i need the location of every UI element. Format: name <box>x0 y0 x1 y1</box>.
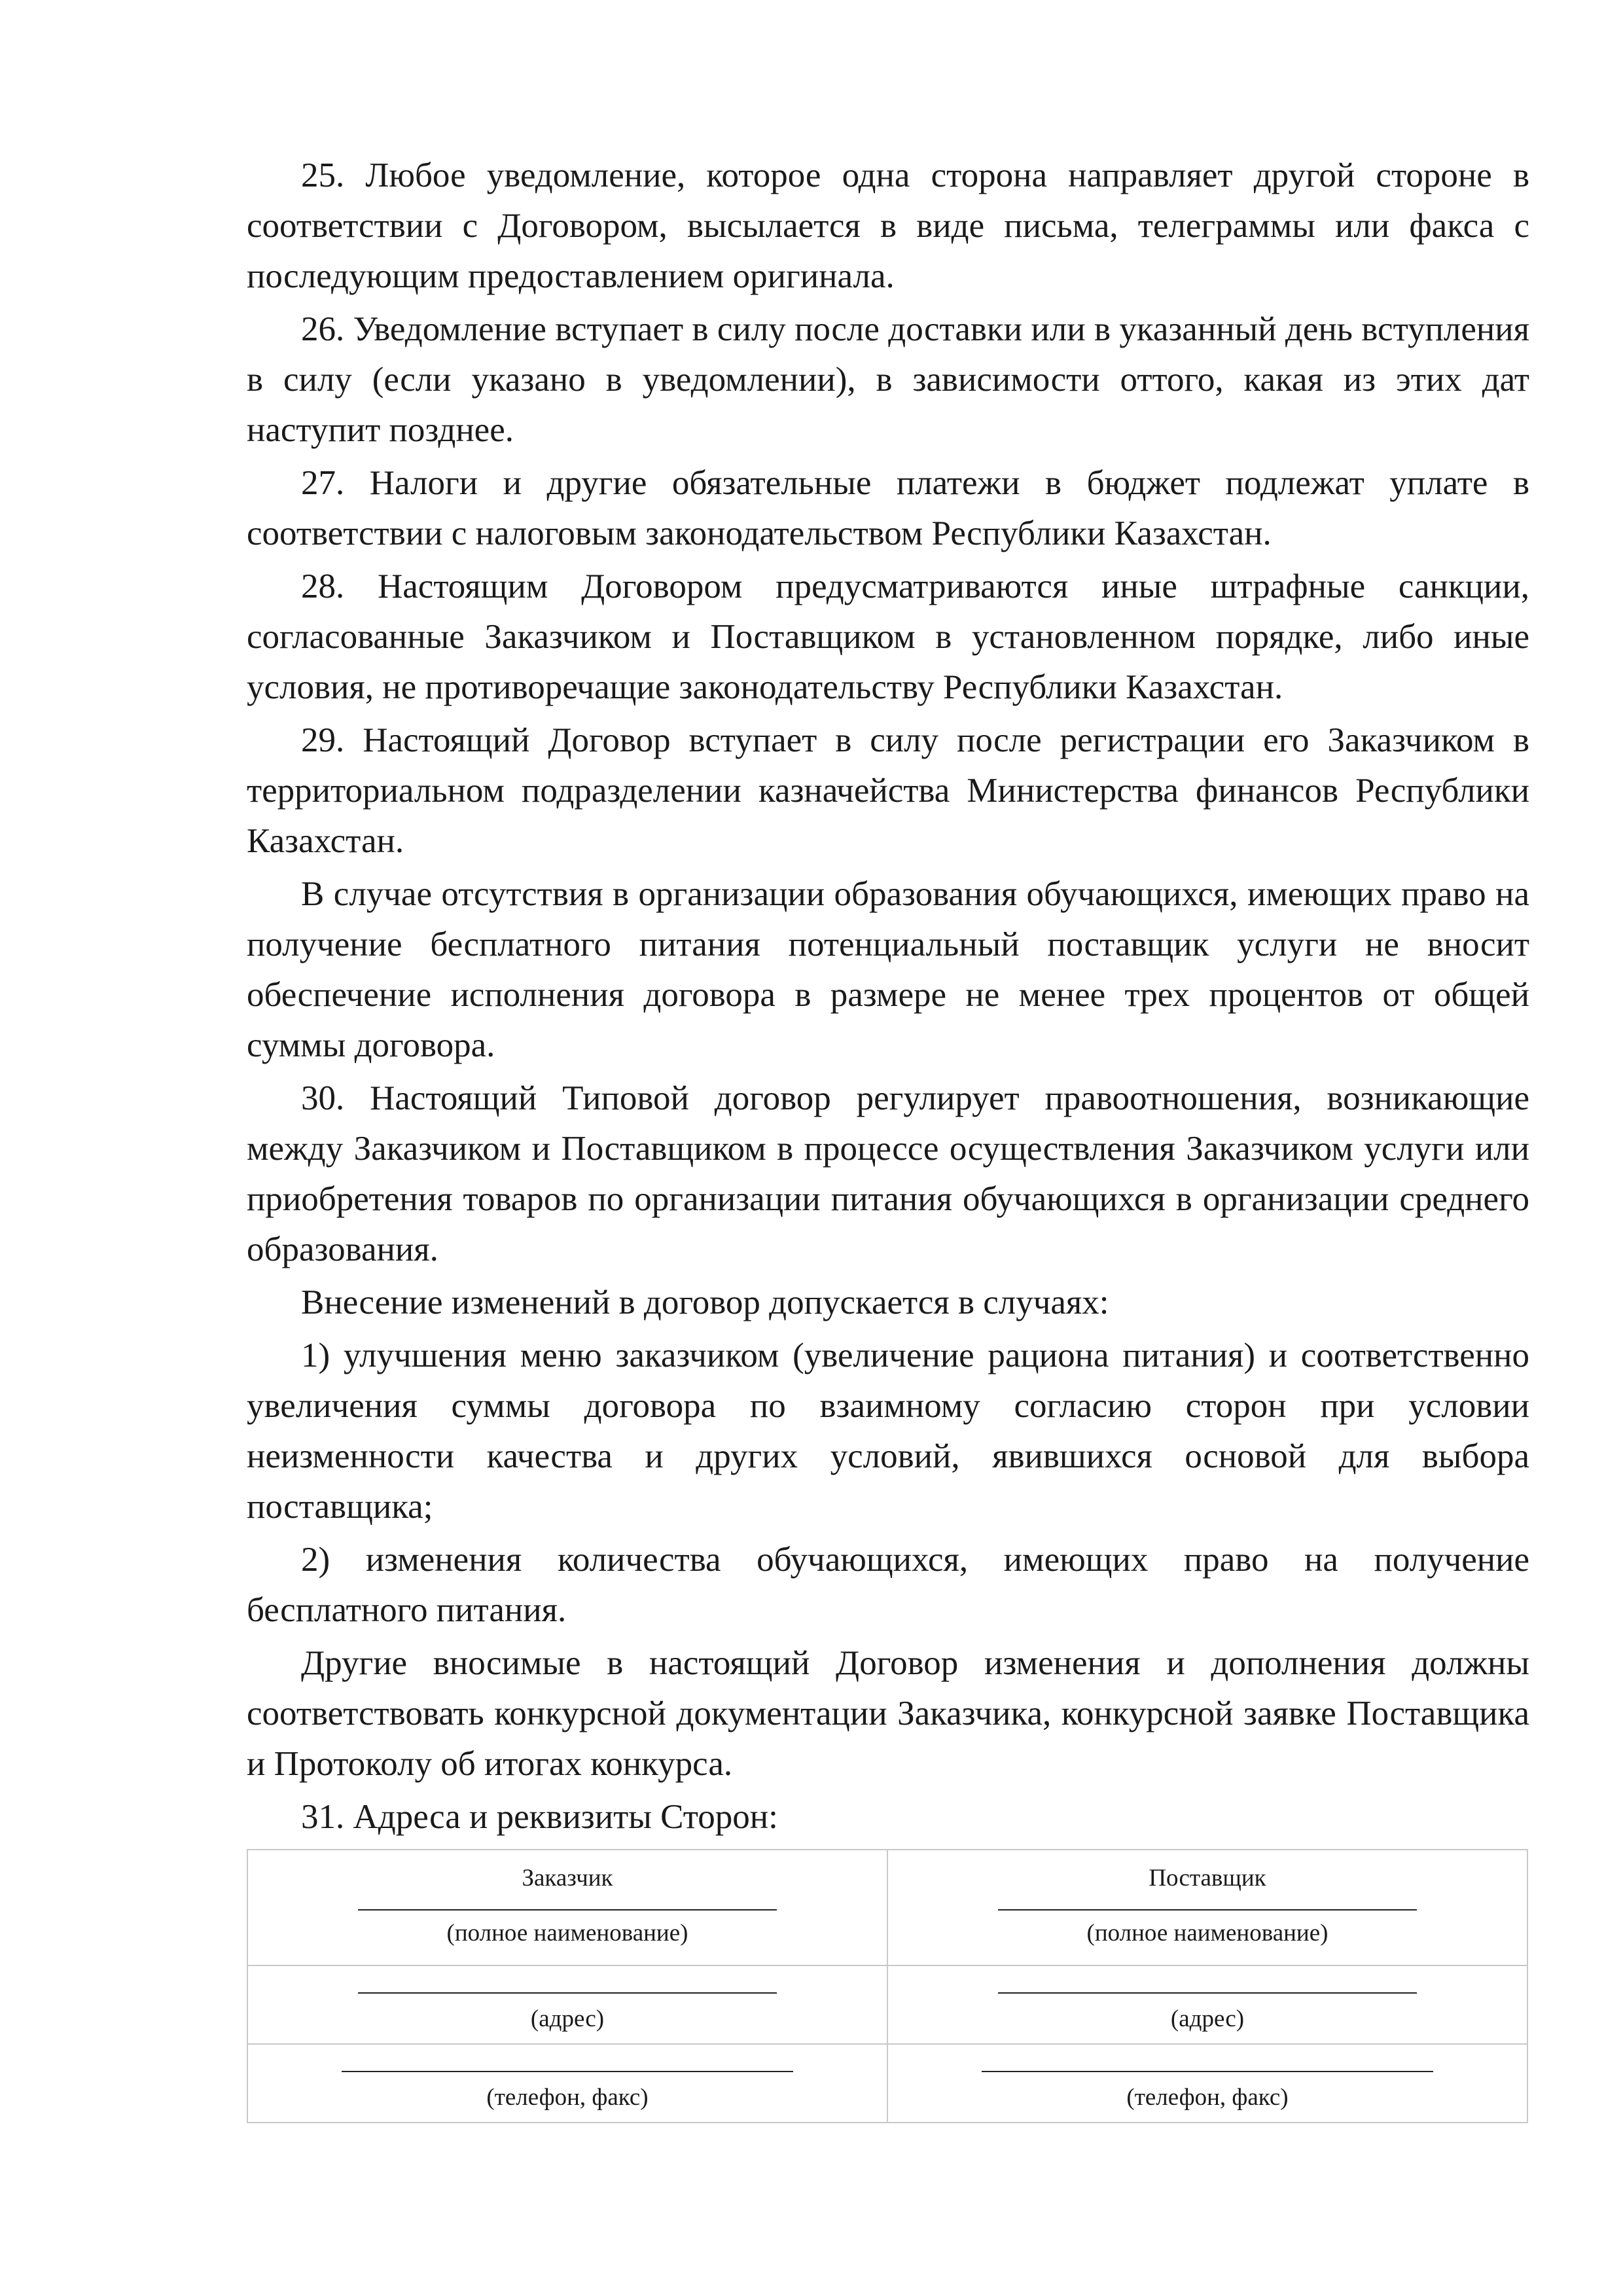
amendment-case-2: 2) изменения количества обучающихся, имеющих право на получение бесплатного питания. <box>247 1541 1529 1629</box>
customer-address-cell <box>247 1965 887 2044</box>
clause-29-note: В случае отсутствия в организации образования обучающихся, имеющих право на получение бесплатного питания потенциальный поставщик услуги не вносит обеспечение исполнения договора в размере не менее трех процентов от общей суммы договора. <box>247 875 1529 1064</box>
other-amendments: Другие вносимые в настоящий Договор изменения и дополнения должны соответствовать конкурсной документации Заказчика, конкурсной заявке Поставщика и Протоколу об итогах конкурса. <box>247 1644 1529 1783</box>
clause-25: 25. Любое уведомление, которое одна сторона направляет другой стороне в соответствии с Договором, высылается в виде письма, телеграммы или факса с последующим предоставлением оригинала. <box>247 156 1529 295</box>
supplier-name-line <box>998 1909 1417 1910</box>
supplier-address-line <box>998 1992 1417 1994</box>
clause-30: 30. Настоящий Типовой договор регулирует правоотношения, возникающие между Заказчиком и Поставщиком в процессе осуществления Заказчиком услуги или приобретения товаров по организации питания обучающихся в организации среднего образования. <box>247 1079 1529 1268</box>
supplier-name-caption: (полное наименование) <box>1086 1920 1329 1946</box>
customer-name-line <box>358 1909 777 1910</box>
clause-31: 31. Адреса и реквизиты Сторон: <box>301 1798 778 1836</box>
clause-28: 28. Настоящим Договором предусматриваются иные штрафные санкции, согласованные Заказчиком и Поставщиком в установленном порядке, либо иные условия, не противоречащие законодательству Республики Казахстан. <box>247 567 1529 706</box>
customer-phone-cell <box>247 2044 887 2123</box>
customer-address-caption: (адрес) <box>530 2005 605 2032</box>
contract-page <box>247 151 1529 2123</box>
customer-title: Заказчик <box>522 1865 613 1892</box>
clause-27: 27. Налоги и другие обязательные платежи в бюджет подлежат уплате в соответствии с налоговым законодательством Республики Казахстан. <box>247 464 1529 552</box>
customer-name-cell <box>247 1850 887 1965</box>
customer-name-caption: (полное наименование) <box>446 1920 688 1946</box>
customer-phone-line <box>342 2071 793 2072</box>
customer-phone-caption: (телефон, факс) <box>486 2084 649 2111</box>
supplier-title: Поставщик <box>1149 1865 1266 1892</box>
clause-29: 29. Настоящий Договор вступает в силу после регистрации его Заказчиком в территориальном подразделении казначейства Министерства финансов Республики Казахстан. <box>247 721 1529 860</box>
supplier-phone-line <box>982 2071 1433 2072</box>
supplier-address-caption: (адрес) <box>1170 2005 1245 2032</box>
supplier-name-cell <box>887 1850 1527 1965</box>
supplier-phone-cell <box>887 2044 1527 2123</box>
clause-26: 26. Уведомление вступает в силу после доставки или в указанный день вступления в силу (если указано в уведомлении), в зависимости оттого, какая из этих дат наступит позднее. <box>247 310 1529 449</box>
customer-address-line <box>358 1992 777 1994</box>
supplier-address-cell <box>887 1965 1527 2044</box>
amendments-intro: Внесение изменений в договор допускается в случаях: <box>301 1283 1109 1321</box>
amendment-case-1: 1) улучшения меню заказчиком (увеличение рациона питания) и соответственно увеличения суммы договора по взаимному согласию сторон при условии неизменности качества и других условий, явившихся основой для выбора поставщика; <box>247 1336 1529 1526</box>
requisites-table <box>247 1849 1528 2123</box>
supplier-phone-caption: (телефон, факс) <box>1126 2084 1289 2111</box>
